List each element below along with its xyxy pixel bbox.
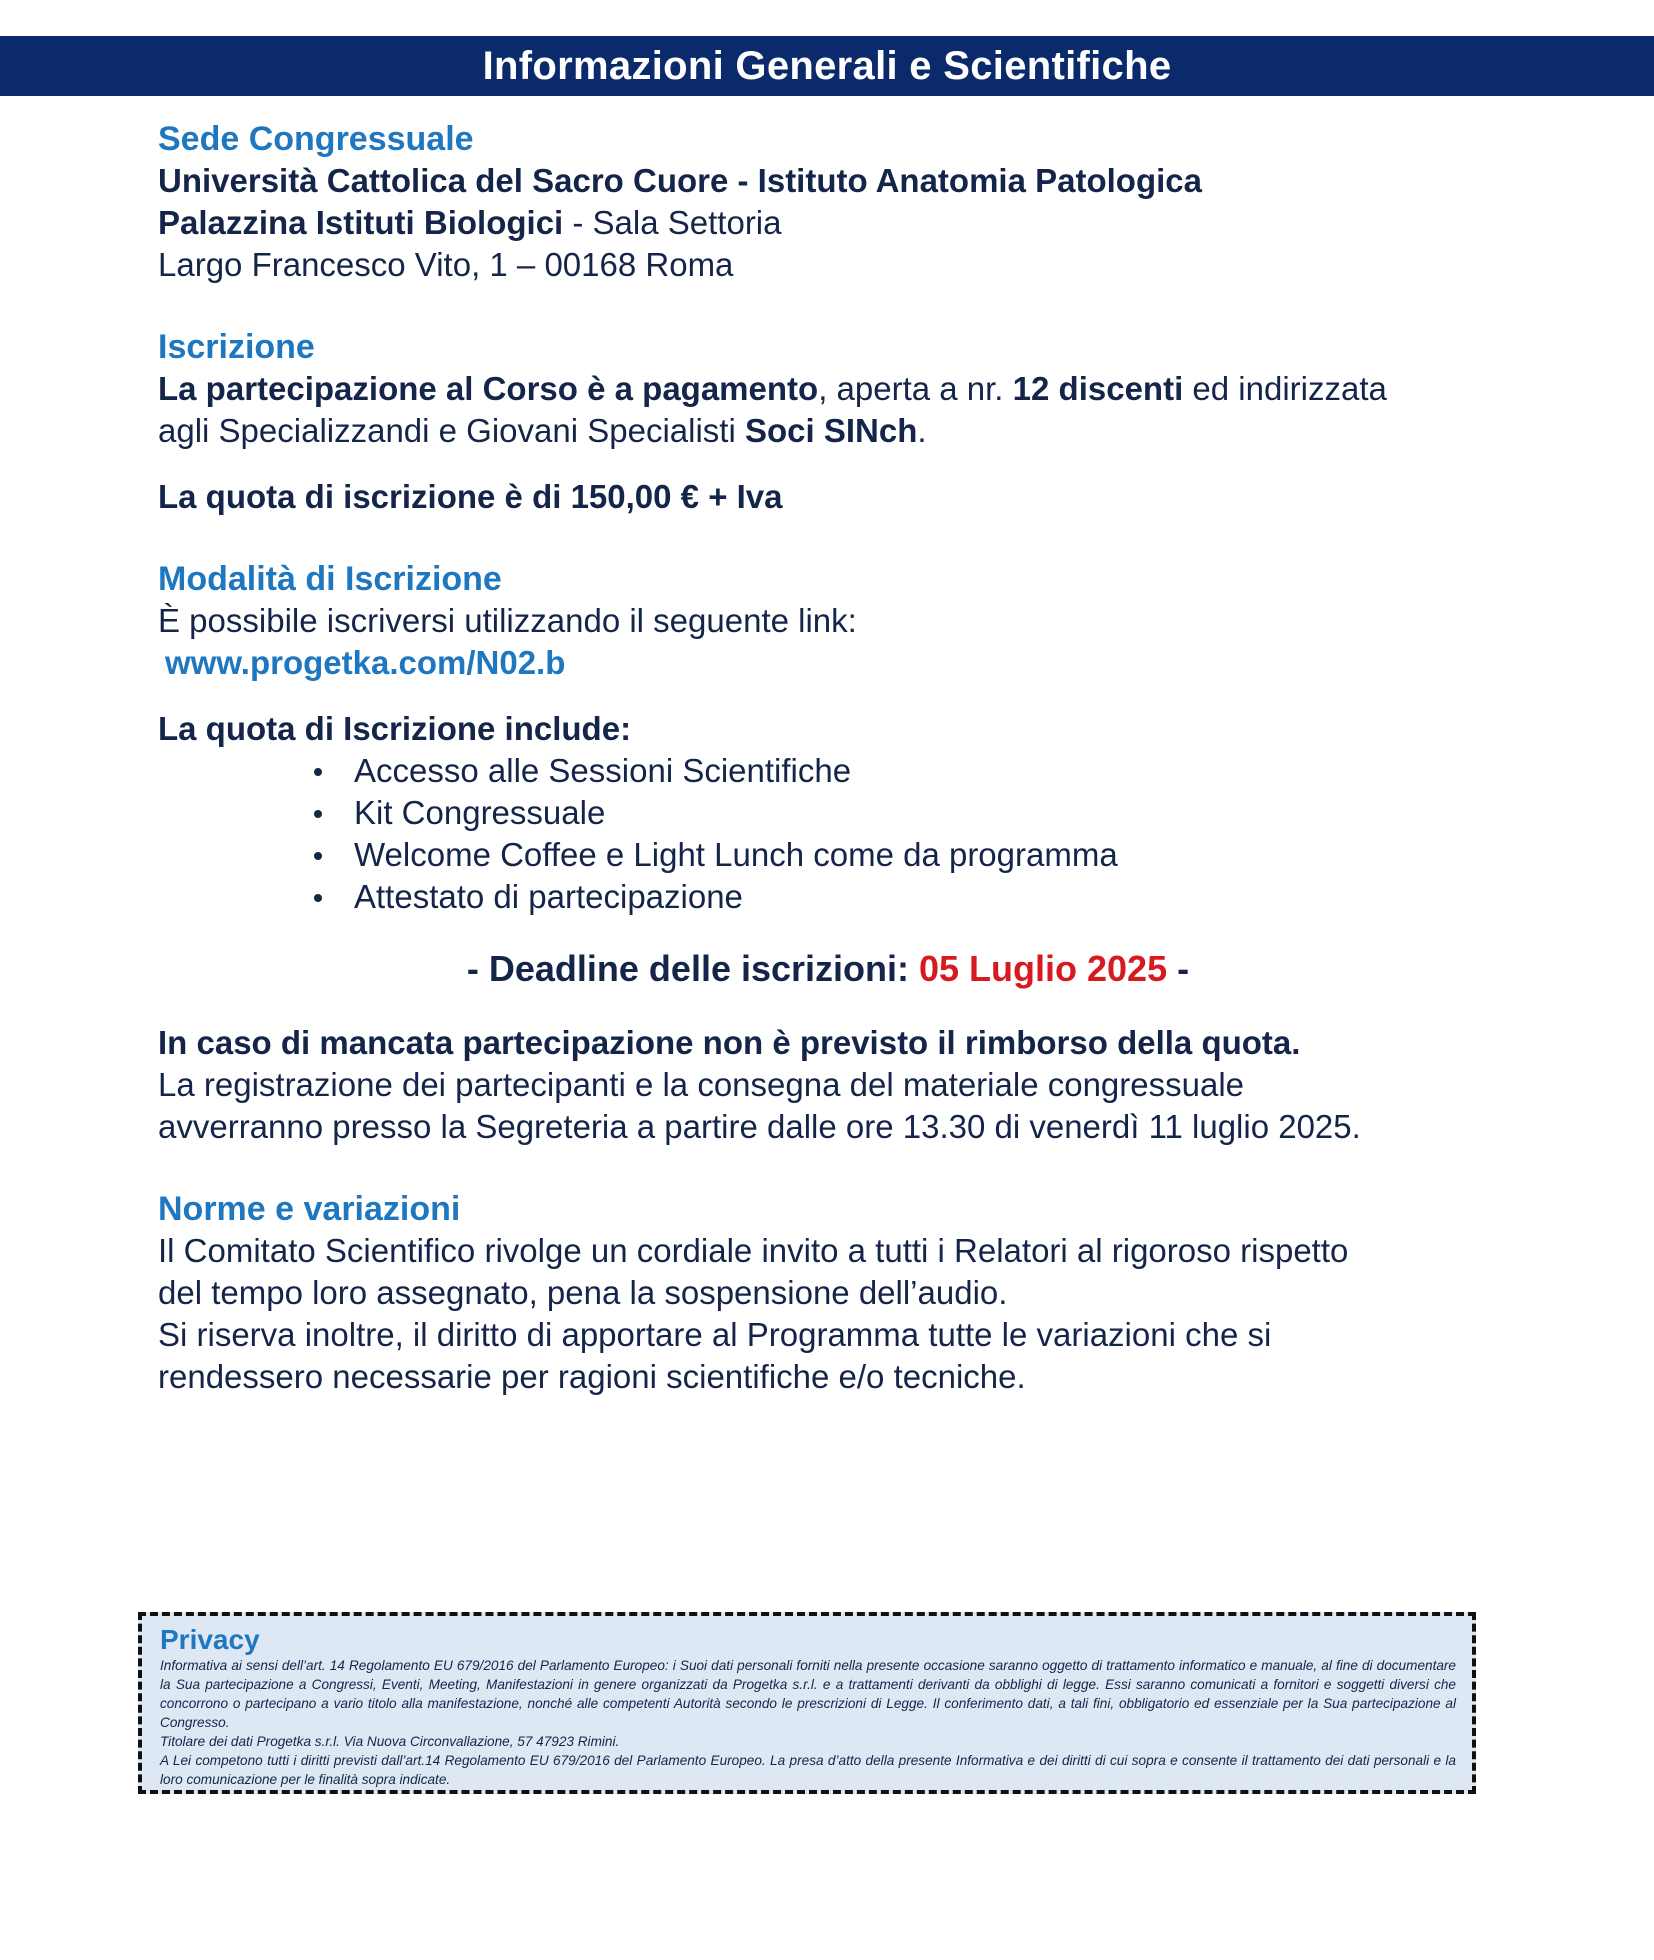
section-title-modalita: Modalità di Iscrizione	[158, 560, 502, 598]
list-item	[354, 750, 1558, 792]
privacy-paragraph: A Lei competono tutti i diritti previsti dall’art.14 Regolamento EU 679/2016 del Parlamento Europeo. La presa d’atto della presente Informativa e dei diritti di cui sopra e consente il trattamento dei dati personali e la loro comunicazione per le finalità sopra indicate.	[160, 1753, 1456, 1787]
norme-line: rendessero necessarie per ragioni scientifiche e/o tecniche.	[158, 1358, 1026, 1395]
sede-building: Palazzina Istituti Biologici	[158, 204, 564, 241]
deadline-date: 05 Luglio 2025	[919, 948, 1168, 989]
privacy-title: Privacy	[160, 1624, 260, 1655]
privacy-paragraph: Titolare dei dati Progetka s.r.l. Via Nuova Circonvallazione, 57 47923 Rimini.	[160, 1734, 620, 1749]
section-title-norme: Norme e variazioni	[158, 1190, 461, 1228]
deadline-suffix: -	[1167, 948, 1190, 989]
norme-line: Si riserva inoltre, il diritto di apportare al Programma tutte le variazioni che si	[158, 1316, 1272, 1353]
bullet-icon	[314, 768, 322, 776]
header-banner	[0, 36, 1654, 96]
iscrizione-paid: La partecipazione al Corso è a pagamento	[158, 370, 819, 407]
sede-line-1: Università Cattolica del Sacro Cuore - Istituto Anatomia Patologica	[158, 162, 1202, 199]
quota-iscrizione: La quota di iscrizione è di 150,00 € + Iva	[158, 478, 783, 515]
iscrizione-line-2	[158, 410, 1558, 452]
rimborso-notice: In caso di mancata partecipazione non è previsto il rimborso della quota.	[158, 1024, 1301, 1061]
list-item-text: Welcome Coffee e Light Lunch come da programma	[354, 836, 1118, 873]
deadline	[158, 946, 1498, 992]
privacy-text	[160, 1656, 1456, 1789]
section-title-sede: Sede Congressuale	[158, 120, 474, 158]
list-item-text: Attestato di partecipazione	[354, 878, 743, 915]
include-title: La quota di Iscrizione include:	[158, 710, 632, 747]
bullet-icon	[314, 894, 322, 902]
norme-line: del tempo loro assegnato, pena la sospensione dell’audio.	[158, 1274, 1008, 1311]
iscrizione-text-a: , aperta a nr.	[818, 370, 1013, 407]
rimborso-line-1: La registrazione dei partecipanti e la consegna del materiale congressuale	[158, 1066, 1245, 1103]
list-item	[354, 792, 1558, 834]
rimborso-line-2: avverranno presso la Segreteria a partire dalle ore 13.30 di venerdì 11 luglio 2025.	[158, 1108, 1361, 1145]
include-list	[158, 750, 1558, 918]
iscrizione-text-c: agli Specializzandi e Giovani Specialisti	[158, 412, 745, 449]
registration-link[interactable]: www.progetka.com/N02.b	[165, 644, 566, 681]
sede-line-2	[158, 202, 1558, 244]
sede-address: Largo Francesco Vito, 1 – 00168 Roma	[158, 246, 734, 283]
page-title: Informazioni Generali e Scientifiche	[482, 43, 1172, 88]
iscrizione-soci: Soci SINch	[744, 412, 918, 449]
deadline-prefix: - Deadline delle iscrizioni:	[466, 948, 919, 989]
norme-line: Il Comitato Scientifico rivolge un cordiale invito a tutti i Relatori al rigoroso rispetto	[158, 1232, 1349, 1269]
modalita-text: È possibile iscriversi utilizzando il seguente link:	[158, 602, 857, 639]
iscrizione-period: .	[917, 412, 927, 449]
bullet-icon	[314, 810, 322, 818]
main-content	[158, 118, 1558, 1398]
list-item-text: Kit Congressuale	[354, 794, 606, 831]
iscrizione-line-1	[158, 368, 1558, 410]
list-item	[354, 876, 1558, 918]
sede-room: - Sala Settoria	[563, 204, 782, 241]
list-item-text: Accesso alle Sessioni Scientifiche	[354, 752, 852, 789]
privacy-box	[138, 1612, 1476, 1794]
iscrizione-count: 12 discenti	[1012, 370, 1184, 407]
list-item	[354, 834, 1558, 876]
bullet-icon	[314, 852, 322, 860]
privacy-paragraph: Informativa ai sensi dell’art. 14 Regolamento EU 679/2016 del Parlamento Europeo: i Suoi dati personali forniti nella presente occasione saranno oggetto di trattamento informatico e manuale, al fine di documentare la Sua partecipazione a Congressi, Eventi, Meeting, Manifestazioni in genere organizzati da Progetka s.r.l. e a trattamenti derivanti da obblighi di legge. Essi saranno comunicati a fornitori e soggetti diversi che concorrono o partecipano a vario titolo alla manifestazione, nonché alle competenti Autorità secondo le prescrizioni di Legge. Il conferimento dati, a tali fini, obbligatorio ed essenziale per la Sua partecipazione al Congresso.	[160, 1658, 1456, 1730]
section-title-iscrizione: Iscrizione	[158, 328, 315, 366]
iscrizione-text-b: ed indirizzata	[1183, 370, 1387, 407]
